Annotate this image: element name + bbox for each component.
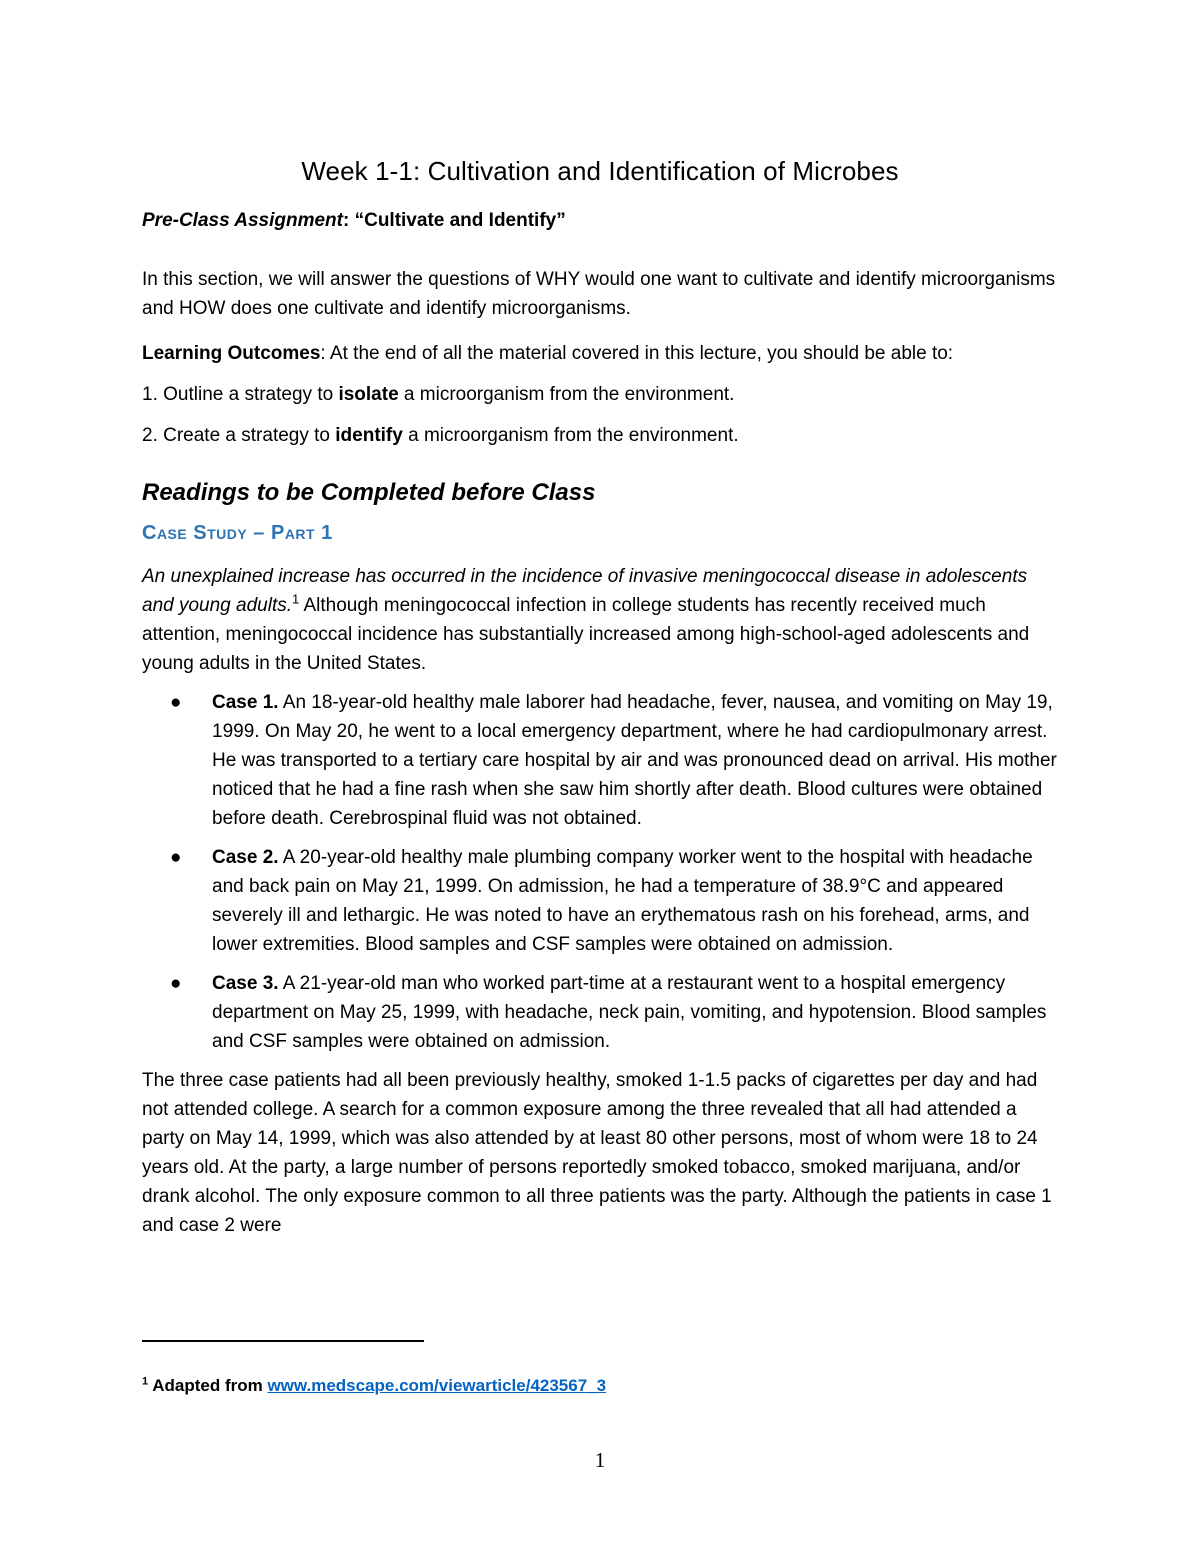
learning-outcomes-label: Learning Outcomes [142, 343, 321, 364]
outcome-suffix: a microorganism from the environment. [398, 384, 735, 405]
list-item [142, 843, 1062, 959]
document-body [142, 206, 1062, 1256]
list-item [142, 969, 1062, 1056]
outcome-prefix: 2. Create a strategy to [142, 425, 336, 446]
footnote [142, 1376, 606, 1396]
footnote-number: 1 [142, 1375, 149, 1388]
bullet-icon: ● [170, 692, 182, 713]
bullet-icon: ● [170, 973, 182, 994]
case-label: Case 2. [212, 847, 279, 868]
list-item [142, 688, 1062, 833]
learning-outcomes-text: : At the end of all the material covered in this lecture, you should be able to: [320, 343, 954, 364]
case-label: Case 3. [212, 973, 279, 994]
outcome-keyword: identify [335, 425, 403, 446]
footnote-reference[interactable]: 1 [292, 591, 300, 607]
case-intro [142, 562, 1062, 678]
subtitle-quote: “Cultivate and Identify” [354, 210, 566, 231]
document-title: Week 1-1: Cultivation and Identification of Microbes [301, 156, 899, 186]
subtitle-separator: : [342, 210, 355, 231]
learning-outcomes [142, 339, 1062, 368]
outcome-item [142, 421, 1062, 450]
subtitle [142, 206, 1062, 235]
intro-paragraph: In this section, we will answer the questions of WHY would one want to cultivate and identify microorganisms and HOW does one cultivate and identify microorganisms. [142, 269, 1056, 319]
outcome-keyword: isolate [338, 384, 399, 405]
readings-heading: Readings to be Completed before Class [142, 479, 596, 506]
outcome-item [142, 380, 1062, 409]
case-list [142, 688, 1062, 1056]
case-text: An 18-year-old healthy male laborer had headache, fever, nausea, and vomiting on May 19, 1999. On May 20, he went to a local emergency department, where he had cardiopulmonary arrest. He was transported to a tertiary care hospital by air and was pronounced dead on arrival. His mother noticed that he had a fine rash when she saw him shortly after death. Blood cultures were obtained before death. Cerebrospinal fluid was not obtained. [212, 692, 1057, 829]
case-text: A 20-year-old healthy male plumbing company worker went to the hospital with headache and back pain on May 21, 1999. On admission, he had a temperature of 38.9°C and appeared severely ill and lethargic. He was noted to have an erythematous rash on his forehead, arms, and lower extremities. Blood samples and CSF samples were obtained on admission. [212, 847, 1033, 955]
outcome-prefix: 1. Outline a strategy to [142, 384, 339, 405]
case-label: Case 1. [212, 692, 279, 713]
page-number: 1 [594, 1448, 606, 1472]
footnote-link[interactable]: www.medscape.com/viewarticle/423567_3 [267, 1376, 607, 1395]
footnote-text: Adapted from [148, 1376, 268, 1395]
case-intro-italic: An unexplained increase has occurred in the incidence of invasive meningococcal disease in adolescents and young adults. [142, 566, 1028, 616]
footnote-divider [142, 1340, 424, 1342]
case-study-heading: Case Study – Part 1 [142, 522, 333, 544]
outcome-suffix: a microorganism from the environment. [402, 425, 739, 446]
subtitle-label: Pre-Class Assignment [142, 210, 343, 231]
case-text: A 21-year-old man who worked part-time at a restaurant went to a hospital emergency department on May 25, 1999, with headache, neck pain, vomiting, and hypotension. Blood samples and CSF samples were obtained on admission. [212, 973, 1047, 1052]
closing-paragraph: The three case patients had all been previously healthy, smoked 1-1.5 packs of cigarettes per day and had not attended college. A search for a common exposure among the three revealed that all had attended a party on May 14, 1999, which was also attended by at least 80 other persons, most of whom were 18 to 24 years old. At the party, a large number of persons reportedly smoked tobacco, smoked marijuana, and/or drank alcohol. The only exposure common to all three patients was the party. Although the patients in case 1 and case 2 were [142, 1070, 1052, 1236]
bullet-icon: ● [170, 847, 182, 868]
case-intro-text: Although meningococcal infection in college students has recently received much attention, meningococcal incidence has substantially increased among high-school-aged adolescents and young adults in the United States. [142, 595, 1030, 674]
